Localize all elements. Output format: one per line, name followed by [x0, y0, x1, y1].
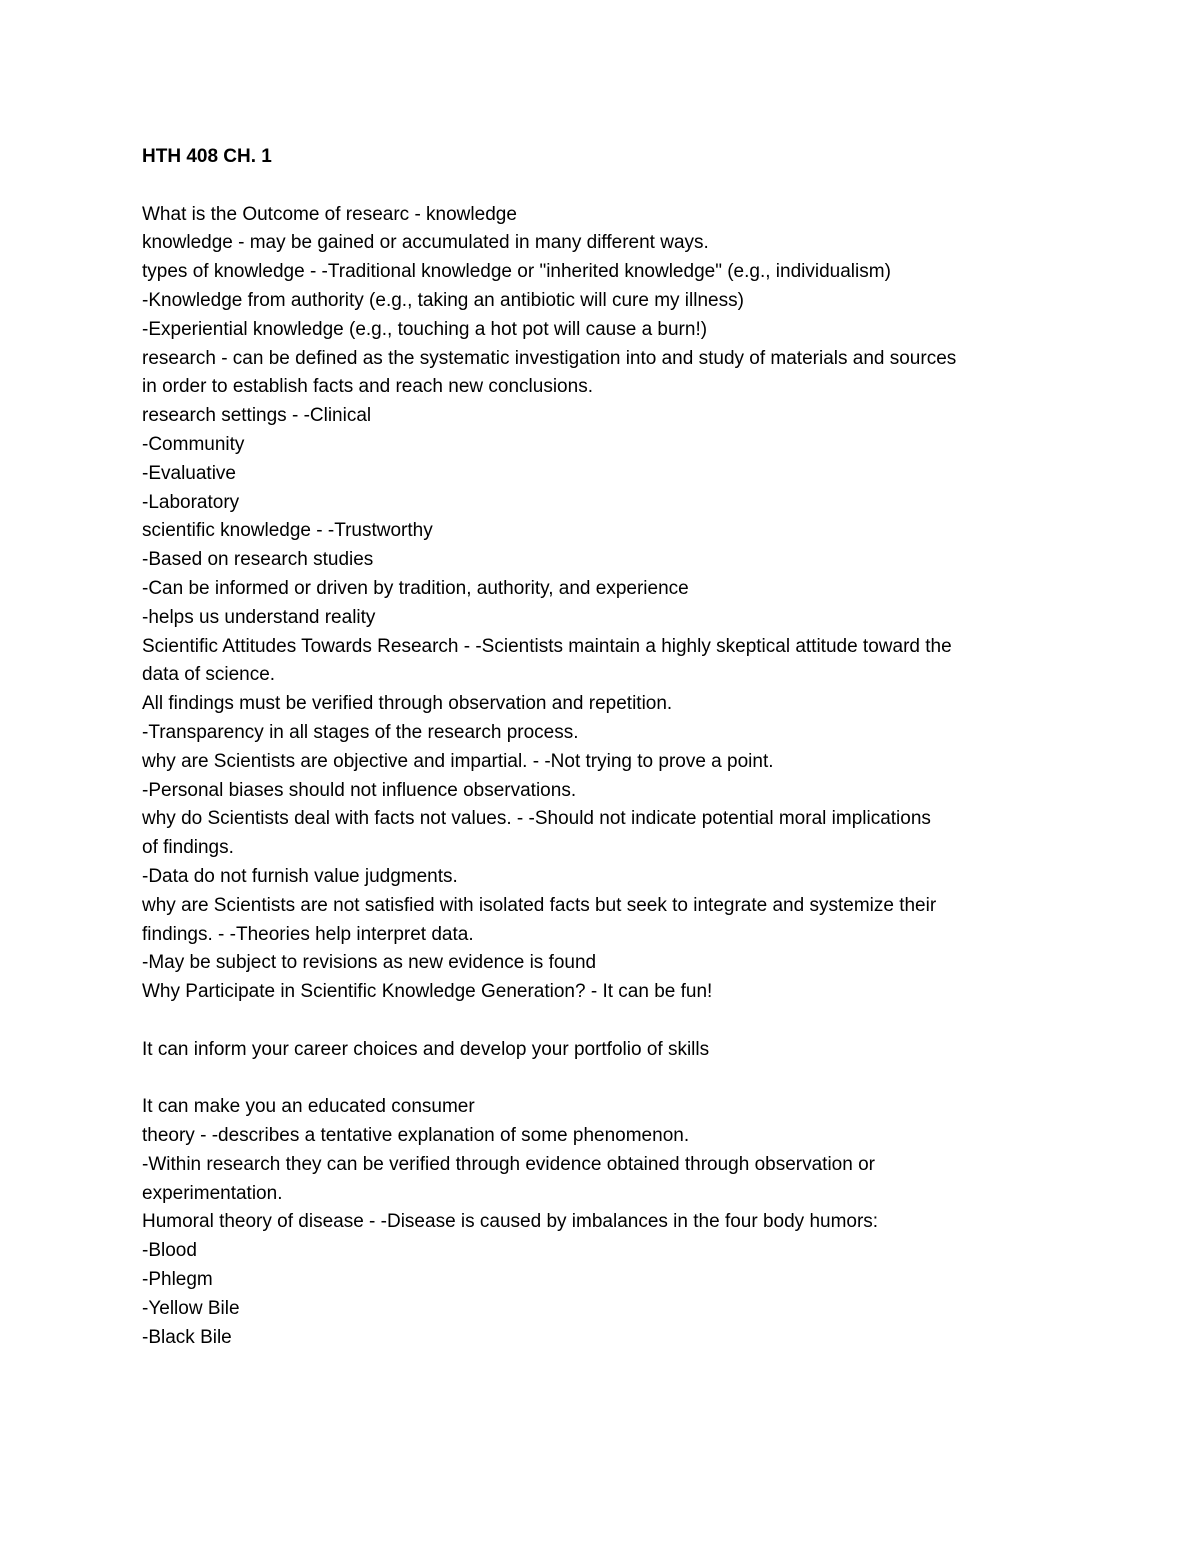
text-line: All findings must be verified through observation and repetition. [142, 693, 673, 715]
text-line: -Black Bile [142, 1326, 232, 1348]
text-line: research settings - -Clinical [142, 405, 372, 427]
text-line: What is the Outcome of researc - knowledge [142, 203, 517, 225]
text-line: of findings. [142, 837, 234, 859]
text-line: It can make you an educated consumer [142, 1096, 475, 1118]
text-line: types of knowledge - -Traditional knowledge or "inherited knowledge" (e.g., individualism) [142, 261, 891, 283]
text-line: -Community [142, 433, 245, 455]
text-line: -Transparency in all stages of the research process. [142, 721, 579, 743]
text-line: data of science. [142, 664, 276, 686]
text-line: findings. - -Theories help interpret data. [142, 923, 474, 945]
blank-line [142, 1007, 1082, 1036]
text-line: -Phlegm [142, 1269, 213, 1291]
text-line: research - can be defined as the systematic investigation into and study of materials and sources [142, 347, 957, 369]
blank-line [142, 1065, 1082, 1094]
text-line: scientific knowledge - -Trustworthy [142, 520, 433, 542]
text-line: theory - -describes a tentative explanation of some phenomenon. [142, 1125, 690, 1147]
text-line: -Can be informed or driven by tradition, authority, and experience [142, 577, 689, 599]
text-line: -Within research they can be verified through evidence obtained through observation or [142, 1153, 875, 1175]
text-line: why do Scientists deal with facts not values. - -Should not indicate potential moral implications [142, 808, 931, 830]
text-line: -Yellow Bile [142, 1297, 240, 1319]
text-line: Humoral theory of disease - -Disease is caused by imbalances in the four body humors: [142, 1211, 879, 1233]
text-line: in order to establish facts and reach new conclusions. [142, 376, 593, 398]
text-line: -Knowledge from authority (e.g., taking an antibiotic will cure my illness) [142, 289, 744, 311]
text-line: experimentation. [142, 1182, 283, 1204]
text-line: why are Scientists are not satisfied with isolated facts but seek to integrate and systemize their [142, 894, 937, 916]
text-line: It can inform your career choices and develop your portfolio of skills [142, 1038, 710, 1060]
text-line: Scientific Attitudes Towards Research - -Scientists maintain a highly skeptical attitude toward the [142, 635, 952, 657]
text-line: -Data do not furnish value judgments. [142, 865, 458, 887]
text-line: knowledge - may be gained or accumulated in many different ways. [142, 232, 709, 254]
text-line: why are Scientists are objective and impartial. - -Not trying to prove a point. [142, 750, 774, 772]
text-line: -Blood [142, 1240, 197, 1262]
text-line: -Evaluative [142, 462, 236, 484]
text-line: -Laboratory [142, 491, 240, 513]
blank-line [142, 172, 1082, 201]
document-title: HTH 408 CH. 1 [142, 146, 272, 167]
document-lines [142, 201, 1082, 1353]
text-line: -Personal biases should not influence observations. [142, 779, 577, 801]
text-line: Why Participate in Scientific Knowledge Generation? - It can be fun! [142, 981, 713, 1003]
text-line: -May be subject to revisions as new evidence is found [142, 952, 597, 974]
text-line: -Experiential knowledge (e.g., touching a hot pot will cause a burn!) [142, 318, 708, 340]
text-line: -helps us understand reality [142, 606, 376, 628]
document-body [142, 143, 1082, 1352]
text-line: -Based on research studies [142, 549, 374, 571]
